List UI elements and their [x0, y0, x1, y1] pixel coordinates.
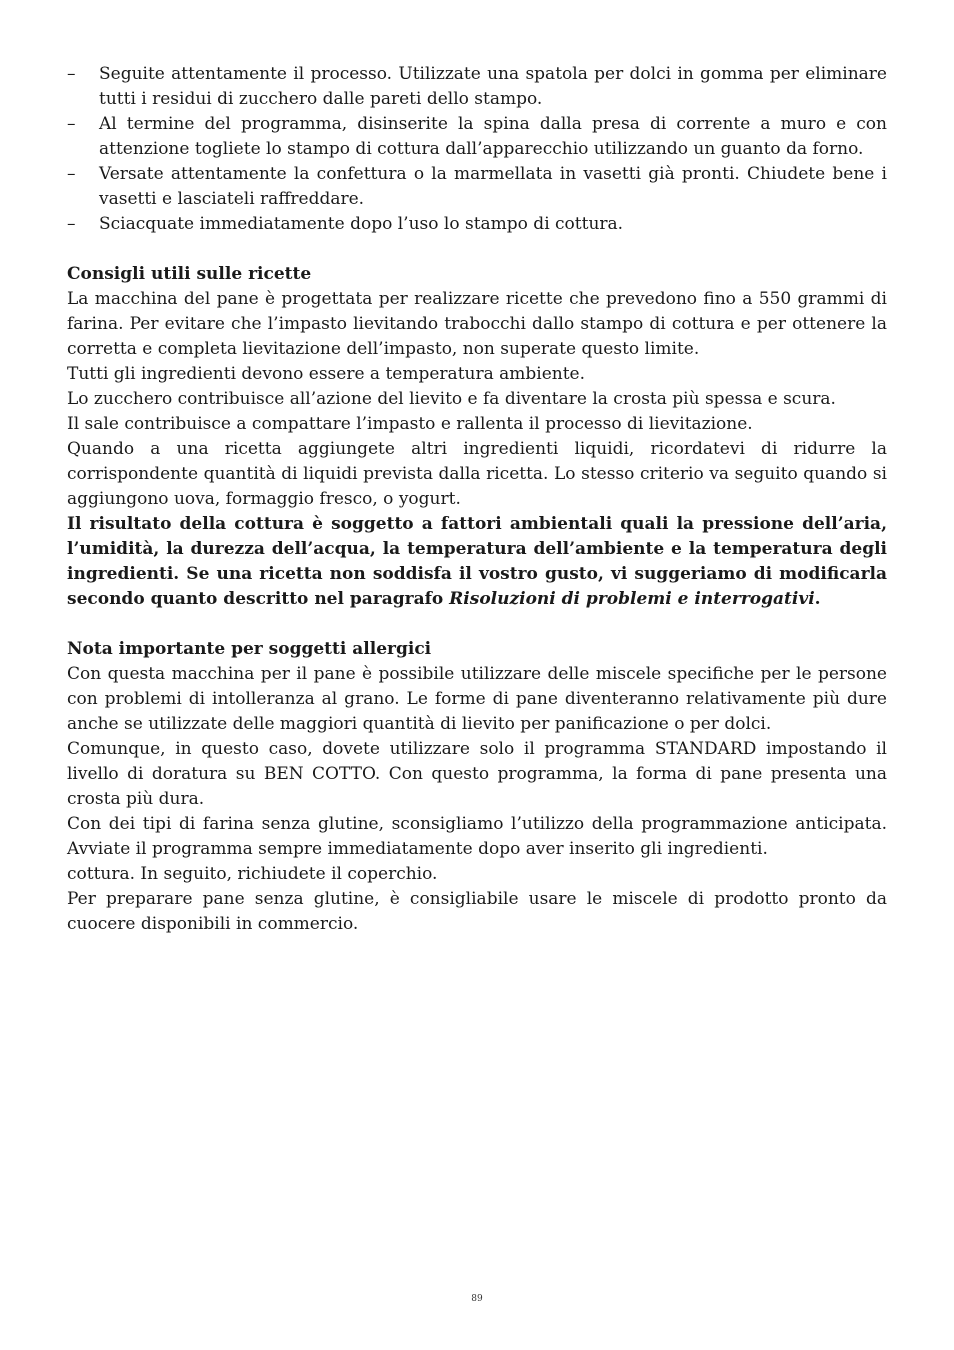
list-item: – Versate attentamente la confettura o la marmellata in vasetti già pronti. Chiudete bene i vasetti e lasciateli raffreddare. — [67, 164, 887, 209]
paragraph: Con questa macchina per il pane è possibile utilizzare delle miscele specifiche per le persone con problemi di intolleranza al grano. Le forme di pane diventeranno relativamente più dure anche se utilizzate delle maggiori quantità di lievito per panificazione o per dolci. — [67, 664, 887, 734]
list-item: – Seguite attentamente il processo. Utilizzate una spatola per dolci in gomma per eliminare tutti i residui di zucchero dalle pareti dello stampo. — [67, 64, 887, 109]
paragraph: La macchina del pane è progettata per realizzare ricette che prevedono fino a 550 grammi di farina. Per evitare che l’impasto lievitando trabocchi dallo stampo di cottura e per ottenere la corretta e completa lievitazione dell’impasto, non superate questo limite. — [67, 289, 887, 359]
paragraph: Quando a una ricetta aggiungete altri ingredienti liquidi, ricordatevi di ridurre la corrispondente quantità di liquidi prevista dalla ricetta. Lo stesso criterio va seguito quando si aggiungono uova, formaggio fresco, o yogurt. — [67, 439, 887, 509]
reference-title: Risoluzioni di problemi e interrogativi — [449, 589, 815, 609]
dash-marker: – — [67, 114, 76, 134]
dash-marker: – — [67, 164, 76, 184]
paragraph: Tutti gli ingredienti devono essere a temperatura ambiente. — [67, 364, 586, 384]
paragraph: cottura. In seguito, richiudete il coperchio. — [67, 864, 438, 884]
section-heading-allergy-note: Nota importante per soggetti allergici — [67, 639, 432, 659]
list-item: – Sciacquate immediatamente dopo l’uso lo stampo di cottura. — [67, 212, 887, 237]
section-heading-recipe-tips: Consigli utili sulle ricette — [67, 264, 312, 284]
page-number: 89 — [471, 1294, 483, 1304]
document-page — [67, 62, 887, 937]
paragraph: Il sale contribuisce a compattare l’impasto e rallenta il processo di lievitazione. — [67, 414, 753, 434]
dash-marker: – — [67, 64, 76, 84]
paragraph: Lo zucchero contribuisce all’azione del lievito e fa diventare la crosta più spessa e scura. — [67, 389, 836, 409]
list-item: – Al termine del programma, disinserite la spina dalla presa di corrente a muro e con attenzione togliete lo stampo di cottura dall’apparecchio utilizzando un guanto da forno. — [67, 114, 887, 159]
paragraph: Per preparare pane senza glutine, è consigliabile usare le miscele di prodotto pronto da cuocere disponibili in commercio. — [67, 889, 887, 934]
bold-note: Il risultato della cottura è soggetto a fattori ambientali quali la pressione dell’aria, l’umidità, la durezza dell’acqua, la temperatura dell’ambiente e la temperatura degli ingredienti. Se una ricetta non soddisfa il vostro gusto, vi suggeriamo di modificarla secondo quanto descritto nel paragrafo Risoluzioni di problemi e interrogativi. — [67, 514, 887, 609]
instruction-list — [67, 62, 887, 237]
paragraph: Comunque, in questo caso, dovete utilizzare solo il programma STANDARD impostando il livello di doratura su BEN COTTO. Con questo programma, la forma di pane presenta una crosta più dura. — [67, 739, 887, 809]
paragraph: Con dei tipi di farina senza glutine, sconsigliamo l’utilizzo della programmazione anticipata. Avviate il programma sempre immediatamente dopo aver inserito gli ingredienti. — [67, 814, 887, 859]
dash-marker: – — [67, 214, 76, 234]
